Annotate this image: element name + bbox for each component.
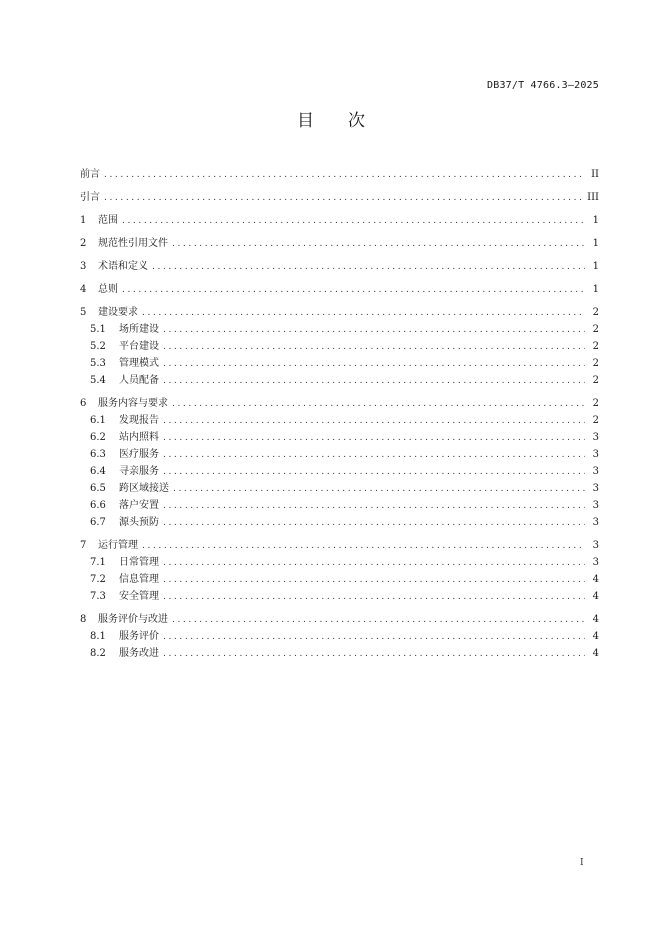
toc-dot-leader (163, 589, 585, 606)
toc-entry-number: 7.3 (90, 591, 106, 602)
toc-entry[interactable] (80, 338, 599, 355)
toc-entry-number: 4 (80, 284, 87, 295)
toc-entry-label (80, 571, 159, 588)
toc-entry[interactable] (80, 258, 599, 275)
toc-entry-number: 7.1 (90, 557, 106, 568)
toc-entry-page: 3 (592, 449, 599, 460)
toc-entry-page: 4 (592, 574, 599, 585)
toc-entry-title: 术语和定义 (98, 261, 148, 272)
page-number: I (580, 858, 584, 868)
toc-entry-label (80, 628, 159, 645)
toc-entry[interactable] (80, 571, 599, 588)
toc-dot-leader (163, 572, 585, 589)
toc-dot-leader (163, 464, 585, 481)
toc-entry-number: 7 (80, 540, 87, 551)
toc-entry[interactable] (80, 514, 599, 531)
toc-entry[interactable] (80, 235, 599, 252)
toc-entry-page: 3 (592, 517, 599, 528)
toc-entry-number: 8 (80, 614, 87, 625)
toc-entry-label (80, 514, 159, 531)
toc-entry[interactable] (80, 212, 599, 229)
toc-entry-page: 2 (592, 307, 599, 318)
toc-entry-title: 医疗服务 (119, 449, 159, 460)
toc-entry-label (80, 554, 159, 571)
toc-entry[interactable] (80, 372, 599, 389)
toc-entry-page: 2 (592, 358, 599, 369)
toc-entry-number: 2 (80, 238, 87, 249)
toc-entry-label (80, 372, 159, 389)
toc-dot-leader (163, 373, 585, 390)
toc-entry-page: 4 (592, 614, 599, 625)
toc-entry[interactable] (80, 588, 599, 605)
toc-entry-number: 3 (80, 261, 87, 272)
toc-entry-page: 2 (592, 415, 599, 426)
toc-entry-title: 建设要求 (98, 307, 138, 318)
toc-entry[interactable] (80, 446, 599, 463)
page-title: 目 次 (297, 111, 365, 131)
toc-entry-title: 总则 (98, 284, 118, 295)
toc-entry-page: 4 (592, 648, 599, 659)
toc-entry-page: 2 (592, 375, 599, 386)
toc-entry-title: 服务评价与改进 (98, 614, 168, 625)
toc-entry[interactable] (80, 321, 599, 338)
toc-dot-leader (163, 646, 585, 663)
toc-entry-label (80, 304, 138, 321)
toc-entry-label (80, 189, 100, 206)
toc-entry-label (80, 588, 159, 605)
toc-entry-label (80, 412, 159, 429)
toc-entry-title: 日常管理 (119, 557, 159, 568)
toc-entry-title: 运行管理 (98, 540, 138, 551)
toc-entry-number: 6.1 (90, 415, 106, 426)
toc-entry-page: 1 (592, 261, 599, 272)
toc-entry-page: 3 (592, 466, 599, 477)
toc-dot-leader (104, 167, 585, 184)
toc-entry-label (80, 645, 159, 662)
toc-entry-title: 寻亲服务 (119, 466, 159, 477)
toc-dot-leader (172, 236, 585, 253)
toc-entry-number: 5 (80, 307, 87, 318)
toc-dot-leader (163, 430, 585, 447)
toc-entry-page: 4 (592, 591, 599, 602)
toc-entry-title: 前言 (80, 169, 100, 180)
toc-entry[interactable] (80, 395, 599, 412)
toc-entry-page: 3 (592, 483, 599, 494)
toc-entry-page: 3 (592, 432, 599, 443)
toc-entry-number: 6.2 (90, 432, 106, 443)
toc-entry-label (80, 166, 100, 183)
toc-dot-leader (172, 612, 585, 629)
toc-entry[interactable] (80, 480, 599, 497)
toc-dot-leader (142, 538, 585, 555)
toc-entry-page: 1 (592, 215, 599, 226)
toc-entry-number: 5.3 (90, 358, 106, 369)
toc-entry[interactable] (80, 497, 599, 514)
toc-entry-page: 1 (592, 238, 599, 249)
toc-entry-title: 服务评价 (119, 631, 159, 642)
toc-entry[interactable] (80, 429, 599, 446)
document-code: DB37/T 4766.3—2025 (487, 80, 599, 91)
toc-entry-label (80, 235, 168, 252)
toc-entry-title: 源头预防 (119, 517, 159, 528)
toc-dot-leader (163, 629, 585, 646)
toc-dot-leader (163, 498, 585, 515)
toc-dot-leader (122, 282, 585, 299)
toc-entry-label (80, 212, 118, 229)
toc-dot-leader (163, 356, 585, 373)
toc-entry-page: 1 (592, 284, 599, 295)
toc-entry-label (80, 463, 159, 480)
toc-entry-number: 7.2 (90, 574, 106, 585)
toc-entry-label (80, 321, 159, 338)
toc-entry-label (80, 429, 159, 446)
toc-entry-number: 6.5 (90, 483, 106, 494)
toc-entry-label (80, 338, 159, 355)
toc-entry-title: 站内照料 (119, 432, 159, 443)
toc-entry-label (80, 258, 148, 275)
toc-entry[interactable] (80, 645, 599, 662)
toc-entry-title: 信息管理 (119, 574, 159, 585)
toc-entry-title: 服务改进 (119, 648, 159, 659)
toc-entry-number: 6.7 (90, 517, 106, 528)
toc-entry-title: 规范性引用文件 (98, 238, 168, 249)
toc-entry[interactable] (80, 611, 599, 628)
toc-entry-page: 3 (592, 557, 599, 568)
toc-entry-page: 2 (592, 341, 599, 352)
toc-entry-page: 2 (592, 398, 599, 409)
toc-entry-label (80, 537, 138, 554)
toc-entry-label (80, 446, 159, 463)
toc-entry-number: 6.4 (90, 466, 106, 477)
toc-entry-number: 5.1 (90, 324, 106, 335)
toc-entry-title: 跨区域接送 (119, 483, 169, 494)
table-of-contents (80, 166, 599, 662)
toc-entry-title: 服务内容与要求 (98, 398, 168, 409)
toc-entry[interactable] (80, 463, 599, 480)
toc-entry-title: 人员配备 (119, 375, 159, 386)
toc-entry-title: 安全管理 (119, 591, 159, 602)
toc-entry[interactable] (80, 412, 599, 429)
toc-entry-page: 2 (592, 324, 599, 335)
toc-dot-leader (172, 396, 585, 413)
toc-entry-title: 落户安置 (119, 500, 159, 511)
toc-entry-number: 1 (80, 215, 87, 226)
toc-dot-leader (163, 515, 585, 532)
toc-dot-leader (142, 305, 585, 322)
toc-dot-leader (163, 413, 585, 430)
toc-dot-leader (163, 339, 585, 356)
toc-entry[interactable] (80, 166, 599, 183)
toc-entry-number: 6.6 (90, 500, 106, 511)
toc-entry-title: 场所建设 (119, 324, 159, 335)
toc-entry-page: 4 (592, 631, 599, 642)
toc-entry-number: 8.2 (90, 648, 106, 659)
toc-dot-leader (163, 555, 585, 572)
toc-entry[interactable] (80, 537, 599, 554)
toc-entry-number: 6.3 (90, 449, 106, 460)
toc-dot-leader (104, 190, 583, 207)
toc-entry[interactable] (80, 554, 599, 571)
toc-entry-number: 8.1 (90, 631, 106, 642)
toc-entry[interactable] (80, 189, 599, 206)
toc-entry-title: 管理模式 (119, 358, 159, 369)
toc-entry[interactable] (80, 281, 599, 298)
toc-entry-label (80, 395, 168, 412)
toc-entry-label (80, 497, 159, 514)
toc-entry-label (80, 355, 159, 372)
toc-entry-number: 6 (80, 398, 87, 409)
toc-dot-leader (173, 481, 585, 498)
toc-entry[interactable] (80, 304, 599, 321)
toc-entry-title: 引言 (80, 192, 100, 203)
toc-dot-leader (163, 447, 585, 464)
toc-dot-leader (152, 259, 585, 276)
toc-dot-leader (163, 322, 585, 339)
toc-entry-label (80, 611, 168, 628)
toc-entry-page: III (587, 192, 599, 203)
toc-entry[interactable] (80, 355, 599, 372)
toc-entry-title: 发现报告 (119, 415, 159, 426)
toc-entry-title: 平台建设 (119, 341, 159, 352)
toc-entry-label (80, 480, 169, 497)
toc-entry-page: 3 (592, 500, 599, 511)
toc-dot-leader (122, 213, 585, 230)
toc-entry-label (80, 281, 118, 298)
toc-entry-page: 3 (592, 540, 599, 551)
toc-entry[interactable] (80, 628, 599, 645)
toc-entry-title: 范围 (98, 215, 118, 226)
toc-entry-number: 5.4 (90, 375, 106, 386)
toc-entry-page: II (591, 169, 599, 180)
toc-entry-number: 5.2 (90, 341, 106, 352)
